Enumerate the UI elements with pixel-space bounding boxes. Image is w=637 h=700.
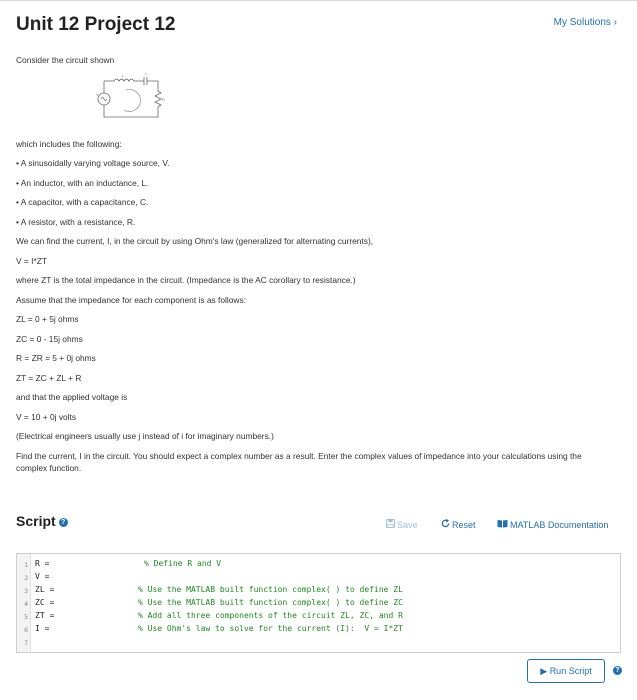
script-heading-label: Script [16,513,56,529]
code-line-zl[interactable]: ZL = [35,585,55,594]
current-arrow [124,89,140,111]
inductor-label: L [122,73,125,78]
resistor-symbol [155,91,161,107]
top-border [0,0,637,1]
code-line-v[interactable]: V = [35,572,50,581]
inductor-symbol [114,79,134,81]
line-number: 2 [24,574,28,582]
save-icon [386,519,395,528]
bullet-inductor: • An inductor, with an inductance, L. [16,178,149,188]
code-comment: % Use Ohm's law to solve for the current (I): V = I*ZT [138,624,403,633]
task-text: Find the current, I in the circuit. You should expect a complex number as a result. Enter the complex values of impedance into your calculations using the complex function. [16,451,582,473]
code-editor[interactable] [16,553,621,653]
reset-icon [441,519,450,528]
equation-zr: R = ZR = 5 + 0j ohms [16,353,96,363]
code-comment: % Define R and V [144,559,222,568]
page-title: Unit 12 Project 12 [16,14,176,35]
line-number: 7 [24,639,28,647]
bullet-capacitor: • A capacitor, with a capacitance, C. [16,197,149,207]
code-line-r[interactable]: R = [35,559,50,568]
reset-button[interactable] [441,519,476,530]
save-button[interactable] [386,519,418,530]
help-icon[interactable]: ? [59,518,68,527]
note-text: (Electrical engineers usually use j instead of i for imaginary numbers.) [16,431,274,441]
applied-text: and that the applied voltage is [16,392,128,402]
voltage-label: V [96,92,99,97]
script-heading [16,513,68,529]
run-help-icon[interactable]: ? [613,666,622,675]
circuit-diagram [96,73,166,123]
equation-volts: V = 10 + 0j volts [16,412,77,422]
code-comment: % Use the MATLAB built function complex( ) to define ZL [138,585,403,594]
code-line-i[interactable]: I = [35,624,50,633]
includes-text: which includes the following: [16,139,122,149]
line-number: 5 [24,613,28,621]
intro-text: Consider the circuit shown [16,55,115,65]
bullet-voltage: • A sinusoidally varying voltage source, V. [16,158,170,168]
equation-zl: ZL = 0 + 5j ohms [16,314,79,324]
code-line-zc[interactable]: ZC = [35,598,55,607]
book-icon [497,519,508,528]
line-number: 6 [24,626,28,634]
line-number: 1 [24,561,28,569]
line-number: 4 [24,600,28,608]
bullet-resistor: • A resistor, with a resistance, R. [16,217,136,227]
matlab-documentation-link[interactable] [497,519,608,530]
resistor-label: R [162,97,165,102]
equation-zt: ZT = ZC + ZL + R [16,373,82,383]
where-zt-text: where ZT is the total impedance in the circuit. (Impedance is the AC corollary to resistance.) [16,275,356,285]
capacitor-label: C [145,73,148,76]
code-comment: % Use the MATLAB built function complex( ) to define ZC [138,598,403,607]
ohms-law-text: We can find the current, I, in the circuit by using Ohm's law (generalized for alternating currents), [16,236,374,246]
line-number: 3 [24,587,28,595]
equation-v: V = I*ZT [16,256,47,266]
code-line-zt[interactable]: ZT = [35,611,55,620]
assume-text: Assume that the impedance for each component is as follows: [16,295,246,305]
my-solutions-link[interactable]: My Solutions › [553,17,617,28]
documentation-label: MATLAB Documentation [510,520,609,530]
equation-zc: ZC = 0 - 15j ohms [16,334,83,344]
run-script-button[interactable]: ▶ Run Script [527,659,605,683]
code-comment: % Add all three components of the circuit ZL, ZC, and R [138,611,403,620]
save-label: Save [397,520,418,530]
reset-label: Reset [452,520,476,530]
